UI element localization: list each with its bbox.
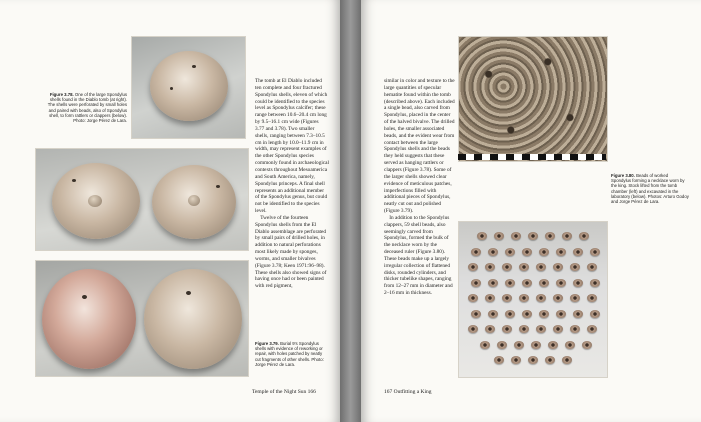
spondylus-shell — [42, 269, 136, 369]
shell-bead — [522, 279, 532, 287]
shell-hole — [72, 179, 76, 182]
shell-bead — [471, 279, 481, 287]
shell-bead — [494, 356, 504, 364]
shell-bead — [502, 294, 512, 302]
shell-bead — [514, 341, 524, 349]
shell-bead — [528, 356, 538, 364]
shell-bead — [505, 248, 515, 256]
figure-caption-3-79: Figure 3.79. Burial 9's Spondylus shells with evidence of reworking or repair, with holes patched by neatly cut fragments of other shells. Photo: Jorge Pérez de Lara. — [255, 341, 324, 367]
shell-bead — [468, 263, 478, 271]
spondylus-shell — [150, 51, 228, 121]
shell-bead — [468, 294, 478, 302]
shell-bead — [471, 310, 481, 318]
shell-bead — [570, 325, 580, 333]
shell-bead — [519, 263, 529, 271]
shell-bead — [502, 325, 512, 333]
shell-bead — [587, 325, 597, 333]
shell-bead — [519, 325, 529, 333]
shell-bead — [536, 325, 546, 333]
right-page — [361, 0, 701, 422]
shell-bead — [522, 310, 532, 318]
shell-bead — [562, 232, 572, 240]
shell-bead — [494, 232, 504, 240]
shell-bead — [556, 310, 566, 318]
shell-bead — [502, 263, 512, 271]
shell-bead — [539, 279, 549, 287]
shell-bead — [556, 279, 566, 287]
shell-bead — [468, 325, 478, 333]
shell-hole — [192, 65, 196, 68]
shell-bead — [511, 232, 521, 240]
shell-bead — [539, 248, 549, 256]
shell-bead — [488, 279, 498, 287]
shell-bead — [539, 310, 549, 318]
shell-bead — [522, 248, 532, 256]
bead-cache-photo — [458, 36, 608, 162]
shell-bead — [562, 356, 572, 364]
shell-bead — [480, 341, 490, 349]
shell-bead — [553, 263, 563, 271]
spondylus-shell-photo-single — [131, 36, 246, 139]
left-folio: Temple of the Night Sun 166 — [252, 389, 316, 395]
shell-bead — [565, 341, 575, 349]
shell-hole — [82, 295, 87, 299]
book-gutter — [340, 0, 361, 422]
shell-bead — [505, 310, 515, 318]
shell-bead — [553, 325, 563, 333]
shell-bead — [590, 248, 600, 256]
shell-bead — [545, 356, 555, 364]
shell-bead — [553, 294, 563, 302]
shell-bead — [519, 294, 529, 302]
right-folio: 167 Outfitting a King — [384, 389, 432, 395]
shell-bead — [556, 248, 566, 256]
right-body-text: similar in color and texture to the large quantities of specular hematite found within the tomb (described above). Each included a single bead, also carved from Spondylus, placed in the center of the halved bivalve. The drilled holes, the smaller associated beads, and the evident wear from contact between the large Spondylus shells and the beads they held suggests that these served as hanging rattlers or clappers (Figure 3.78). Some of the larger shells showed clear evidence of meticulous patches, imperfections filled with additional pieces of Spondylus, neatly cut out and polished (Figure 3.79). In addition to the Spondylus clappers, 59 shell beads, also seemingly carved from Spondylus, formed the bulk of the necklace worn by the deceased ruler (Figure 3.80). These beads make up a largely irregular collection of flattened disks, rounded cylinders, and thicker tubelike shapes, ranging from 12–27 mm in diameter and 2–16 mm in thickness. — [384, 78, 455, 297]
shell-hole — [186, 291, 191, 295]
shell-bead — [528, 232, 538, 240]
shell-bead — [497, 341, 507, 349]
shell-hole — [216, 185, 220, 188]
shell-bead — [573, 279, 583, 287]
shell-bead — [477, 232, 487, 240]
left-page — [0, 0, 340, 422]
spondylus-repaired-shells-photo — [35, 260, 249, 377]
shell-bead — [485, 263, 495, 271]
spondylus-shell — [144, 269, 242, 369]
shell-bead — [511, 356, 521, 364]
shell-bead — [536, 294, 546, 302]
shell-bead — [590, 279, 600, 287]
shell-bead — [505, 279, 515, 287]
left-body-text: The tomb at El Diablo included ten complete and four fractured Spondylus shells, eleven of which could be identified to the species level as Spondylus calcifer; these range between 10.6–20.4 cm long by 9.5–16.1 cm wide (Figures 3.77 and 3.78). Two smaller shells, ranging between 7.3–10.5 cm in length by 10.0–11.9 cm in width, may represent examples of the other Spondylus species commonly found in archaeological contexts throughout Mesoamerica and South America, namely, Spondylus princeps. A final shell represents an additional member of the Spondylus genus, but could not be identified to the species level. Twelve of the fourteen Spondylus shells from the El Diablo assemblage are perforated by small pairs of drilled holes, in addition to natural perforations most likely made by sponges, worms, and smaller bivalves (Figure 3.78; Keen 1971:96–98). These shells also showed signs of having once had or been painted with red pigment, — [255, 78, 329, 290]
shell-bead — [573, 310, 583, 318]
measurement-scale-bar — [458, 154, 606, 160]
shell-bead — [570, 263, 580, 271]
shell-hole — [170, 87, 173, 90]
spondylus-clappers-photo — [35, 148, 249, 251]
shell-bead — [531, 341, 541, 349]
shell-bead — [485, 325, 495, 333]
shell-bead — [573, 248, 583, 256]
shell-bead — [570, 294, 580, 302]
shell-bead — [471, 248, 481, 256]
shell-bead — [188, 195, 200, 206]
shell-bead — [488, 310, 498, 318]
shell-bead — [587, 263, 597, 271]
shell-beads-photo — [458, 221, 608, 378]
shell-bead — [545, 232, 555, 240]
shell-bead — [579, 232, 589, 240]
shell-bead — [587, 294, 597, 302]
shell-bead — [488, 248, 498, 256]
figure-caption-3-80: Figure 3.80. Beads of worked Spondylus forming a necklace worn by the king. Stock lifted from the tomb chamber (left) and excavated in the laboratory (below). Photos: Arturo Godoy and Jorge Pérez de Lara. — [611, 173, 689, 205]
shell-bead — [536, 263, 546, 271]
shell-bead — [582, 341, 592, 349]
shell-bead — [590, 310, 600, 318]
shell-bead — [548, 341, 558, 349]
shell-bead — [88, 195, 102, 207]
shell-bead — [485, 294, 495, 302]
figure-caption-3-78: Figure 3.78. One of the large Spondylus shells found in the Diablo tomb (at right). The shells were perforated by small holes and paired with beads, also of Spondylus shell, to form rattlers or clappers (below). Photo: Jorge Pérez de Lara. — [47, 92, 127, 124]
